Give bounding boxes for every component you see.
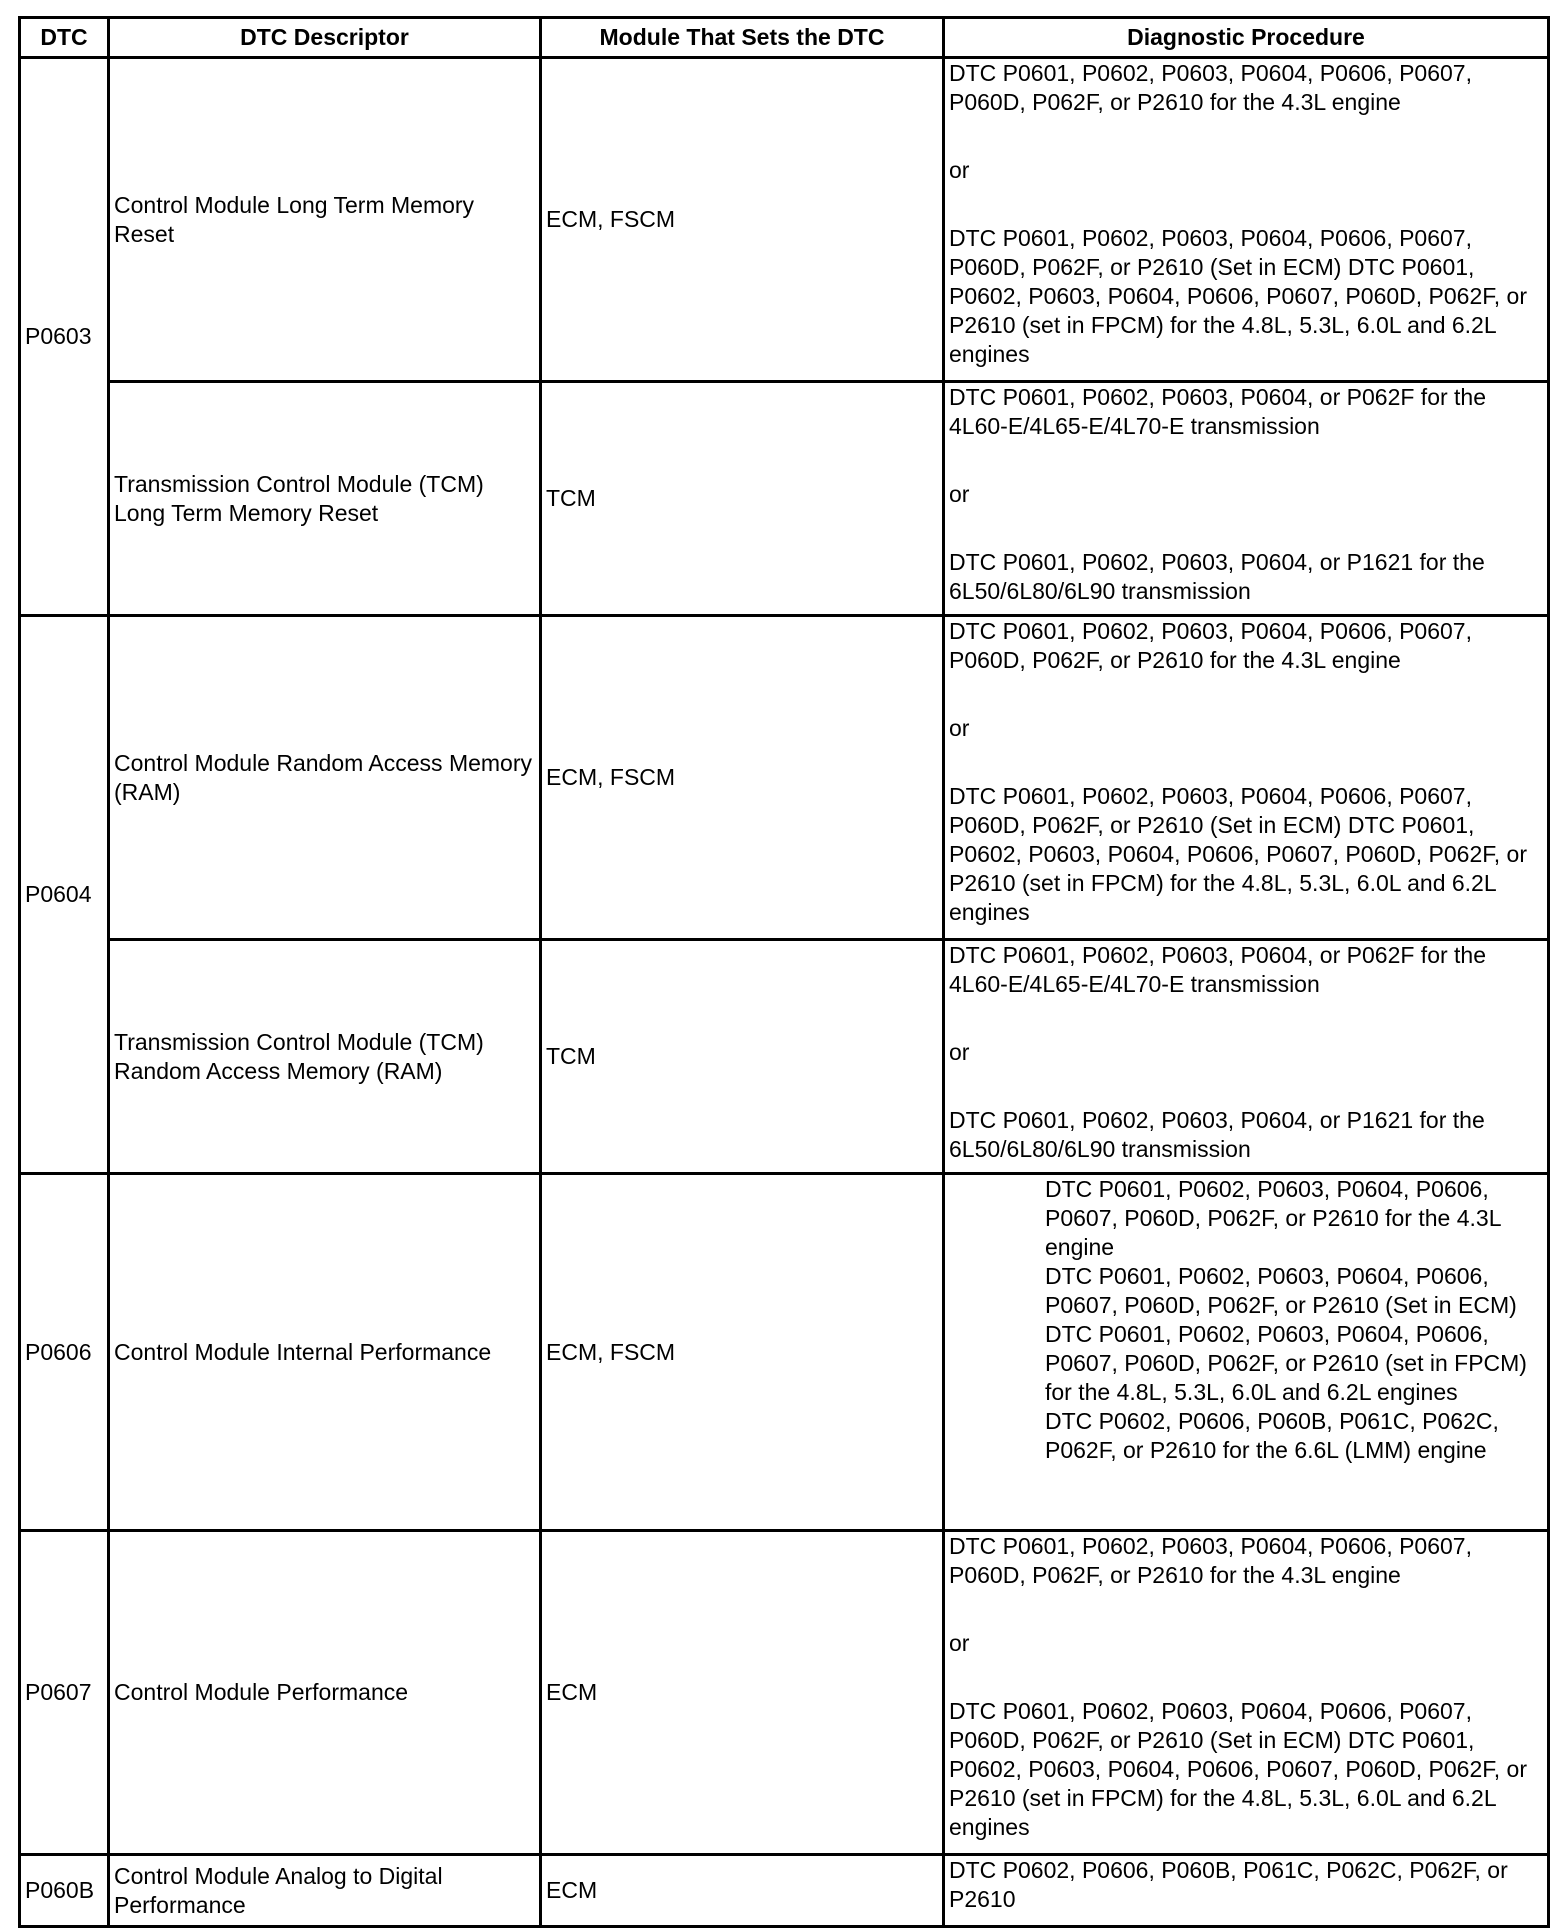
procedure-list-item: DTC P0602, P0606, P060B, P061C, P062C, P062F, or P2610 for the 6.6L (LMM) engine — [1045, 1408, 1499, 1463]
dtc-descriptor: Control Module Internal Performance — [109, 1174, 541, 1531]
procedure-text: DTC P0601, P0602, P0603, P0604, P0606, P0607, P060D, P062F, or P2610 (Set in ECM) DTC P0601, P0602, P0603, P0604, P0606, P0607, P060D, P062F, or P2610 (set in FPCM) for the 4.8L, 5.3L, 6.0L and 6.2L engines — [949, 1698, 1527, 1840]
diagnostic-procedure — [944, 940, 1549, 1174]
dtc-descriptor: Control Module Analog to Digital Performance — [109, 1855, 541, 1927]
dtc-table — [18, 16, 1550, 1928]
procedure-text: DTC P0601, P0602, P0603, P0604, or P062F for the 4L60-E/4L65-E/4L70-E transmission — [949, 942, 1487, 997]
procedure-or: or — [949, 481, 970, 507]
table-row — [20, 58, 1549, 382]
procedure-text: DTC P0601, P0602, P0603, P0604, or P1621 for the 6L50/6L80/6L90 transmission — [949, 1107, 1485, 1162]
dtc-code: P0604 — [20, 616, 109, 1174]
header-dtc: DTC — [20, 18, 109, 58]
dtc-descriptor: Control Module Long Term Memory Reset — [109, 58, 541, 382]
procedure-text: DTC P0601, P0602, P0603, P0604, or P1621 for the 6L50/6L80/6L90 transmission — [949, 549, 1485, 604]
header-row — [20, 18, 1549, 58]
table-row — [20, 1855, 1549, 1927]
diagnostic-procedure — [944, 58, 1549, 382]
header-module: Module That Sets the DTC — [541, 18, 944, 58]
procedure-list-item: DTC P0601, P0602, P0603, P0604, P0606, P0607, P060D, P062F, or P2610 (Set in ECM) DTC P0601, P0602, P0603, P0604, P0606, P0607, P060D, P062F, or P2610 (set in FPCM) for the 4.8L, 5.3L, 6.0L and 6.2L engines — [1045, 1263, 1527, 1405]
procedure-or: or — [949, 715, 970, 741]
procedure-text: DTC P0601, P0602, P0603, P0604, P0606, P0607, P060D, P062F, or P2610 for the 4.3L engine — [949, 1533, 1472, 1588]
header-procedure: Diagnostic Procedure — [944, 18, 1549, 58]
header-descriptor: DTC Descriptor — [109, 18, 541, 58]
procedure-or: or — [949, 157, 970, 183]
table-row — [20, 1531, 1549, 1855]
dtc-descriptor: Transmission Control Module (TCM) Long Term Memory Reset — [109, 382, 541, 616]
procedure-text: DTC P0601, P0602, P0603, P0604, P0606, P0607, P060D, P062F, or P2610 for the 4.3L engine — [949, 618, 1472, 673]
module: TCM — [541, 382, 944, 616]
table-row — [20, 1174, 1549, 1531]
dtc-descriptor: Control Module Random Access Memory (RAM) — [109, 616, 541, 940]
table-row — [20, 382, 1549, 616]
dtc-code: P060B — [20, 1855, 109, 1927]
procedure-text: DTC P0601, P0602, P0603, P0604, P0606, P0607, P060D, P062F, or P2610 (Set in ECM) DTC P0601, P0602, P0603, P0604, P0606, P0607, P060D, P062F, or P2610 (set in FPCM) for the 4.8L, 5.3L, 6.0L and 6.2L engines — [949, 783, 1527, 925]
table-row — [20, 616, 1549, 940]
module: ECM, FSCM — [541, 616, 944, 940]
diagnostic-procedure — [944, 1855, 1549, 1927]
dtc-code: P0606 — [20, 1174, 109, 1531]
procedure-or: or — [949, 1039, 970, 1065]
dtc-descriptor: Transmission Control Module (TCM) Random Access Memory (RAM) — [109, 940, 541, 1174]
procedure-text: DTC P0602, P0606, P060B, P061C, P062C, P062F, or P2610 — [949, 1857, 1508, 1912]
module: ECM — [541, 1855, 944, 1927]
procedure-list-item: DTC P0601, P0602, P0603, P0604, P0606, P0607, P060D, P062F, or P2610 for the 4.3L engine — [1045, 1176, 1501, 1260]
procedure-or: or — [949, 1630, 970, 1656]
diagnostic-procedure — [944, 616, 1549, 940]
procedure-text: DTC P0601, P0602, P0603, P0604, P0606, P0607, P060D, P062F, or P2610 for the 4.3L engine — [949, 60, 1472, 115]
dtc-code: P0607 — [20, 1531, 109, 1855]
procedure-text: DTC P0601, P0602, P0603, P0604, P0606, P0607, P060D, P062F, or P2610 (Set in ECM) DTC P0601, P0602, P0603, P0604, P0606, P0607, P060D, P062F, or P2610 (set in FPCM) for the 4.8L, 5.3L, 6.0L and 6.2L engines — [949, 225, 1527, 367]
diagnostic-procedure — [944, 382, 1549, 616]
table-row — [20, 940, 1549, 1174]
diagnostic-procedure — [944, 1174, 1549, 1531]
diagnostic-procedure — [944, 1531, 1549, 1855]
module: ECM — [541, 1531, 944, 1855]
procedure-text: DTC P0601, P0602, P0603, P0604, or P062F for the 4L60-E/4L65-E/4L70-E transmission — [949, 384, 1487, 439]
dtc-descriptor: Control Module Performance — [109, 1531, 541, 1855]
module: ECM, FSCM — [541, 1174, 944, 1531]
dtc-code: P0603 — [20, 58, 109, 616]
module: TCM — [541, 940, 944, 1174]
module: ECM, FSCM — [541, 58, 944, 382]
